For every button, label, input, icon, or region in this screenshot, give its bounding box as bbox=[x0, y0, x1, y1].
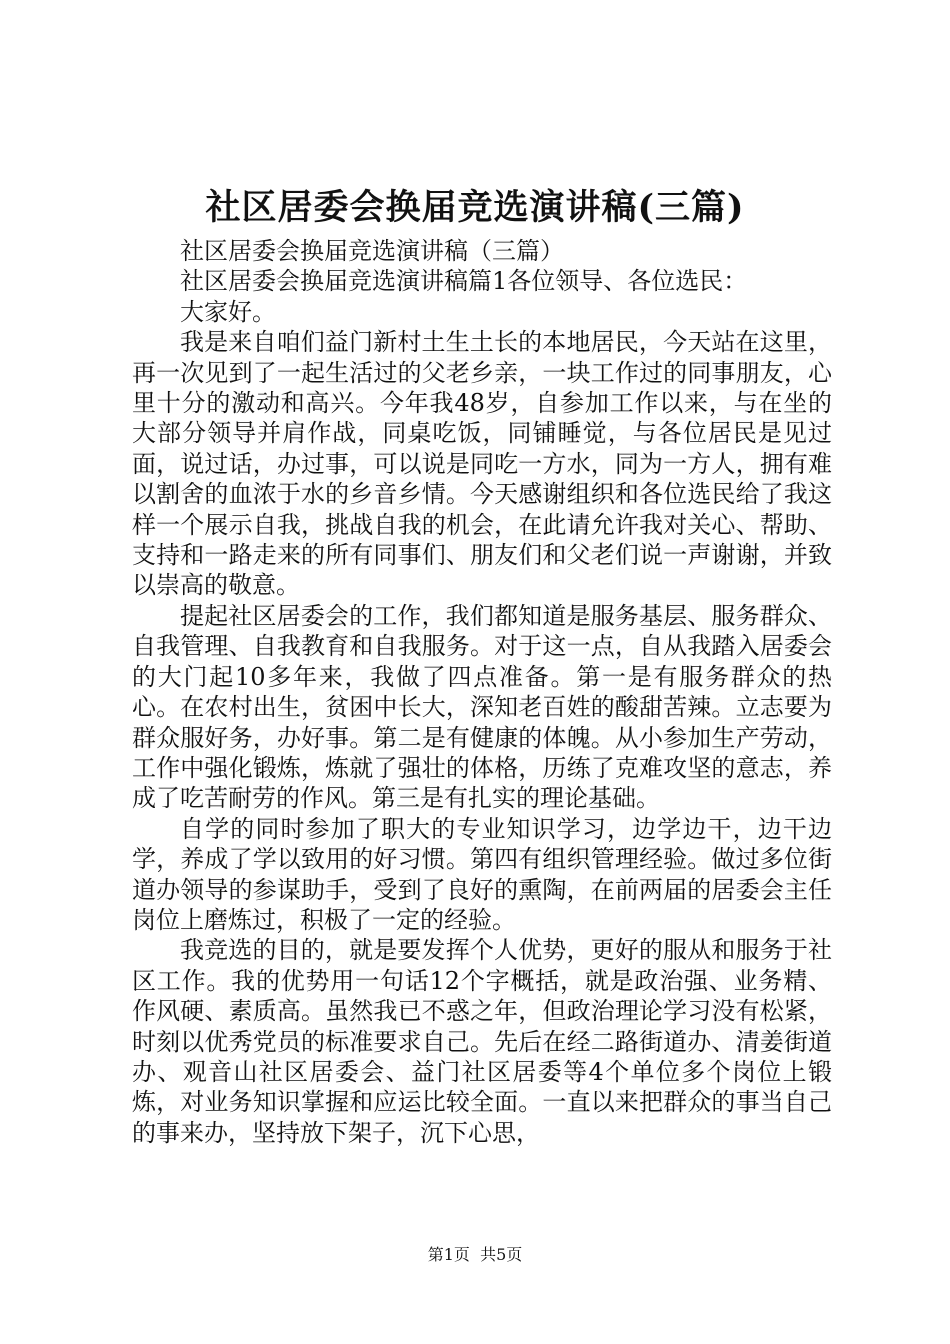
document-title: 社区居委会换届竞选演讲稿(三篇) bbox=[205, 187, 745, 228]
page-total: 共5页 bbox=[480, 1245, 523, 1264]
page-footer bbox=[0, 1243, 950, 1267]
paragraph-greeting: 大家好。 bbox=[180, 297, 276, 326]
document-body bbox=[132, 236, 832, 1148]
paragraph-goals: 我竞选的目的，就是要发挥个人优势，更好的服从和服务于社区工作。我的优势用一句话12个字概括，就是政治强、业务精、作风硬、素质高。虽然我已不惑之年，但政治理论学习没有松紧，时刻以优秀党员的标准要求自己。先后在经二路街道办、清姜街道办、观音山社区居委会、益门社区居委等4个单位多个岗位上锻炼，对业务知识掌握和应运比较全面。一直以来把群众的事当自己的事来办，坚持放下架子，沉下心思， bbox=[132, 936, 832, 1147]
paragraph-learning: 自学的同时参加了职大的专业知识学习，边学边干，边干边学，养成了学以致用的好习惯。第四有组织管理经验。做过多位街道办领导的参谋助手，受到了良好的熏陶，在前两届的居委会主任岗位上磨炼过，积极了一定的经验。 bbox=[132, 814, 832, 934]
paragraph-subtitle: 社区居委会换届竞选演讲稿（三篇） bbox=[180, 237, 564, 265]
page-number: 第1页 bbox=[427, 1245, 470, 1264]
paragraph-salutation: 社区居委会换届竞选演讲稿篇1各位领导、各位选民： bbox=[180, 267, 748, 296]
paragraph-introduction: 我是来自咱们益门新村土生土长的本地居民，今天站在这里，再一次见到了一起生活过的父老乡亲，一块工作过的同事朋友，心里十分的激动和高兴。今年我48岁，自参加工作以来，与在坐的大部分领导并肩作战，同桌吃饭，同铺睡觉，与各位居民是见过面，说过话，办过事，可以说是同吃一方水，同为一方人，拥有难以割舍的血浓于水的乡音乡情。今天感谢组织和各位选民给了我这样一个展示自我，挑战自我的机会，在此请允许我对关心、帮助、支持和一路走来的所有同事们、朋友们和父老们说一声谢谢，并致以崇高的敬意。 bbox=[132, 328, 832, 600]
paragraph-preparation: 提起社区居委会的工作，我们都知道是服务基层、服务群众、自我管理、自我教育和自我服务。对于这一点，自从我踏入居委会的大门起10多年来，我做了四点准备。第一是有服务群众的热心。在农村出生，贫困中长大，深知老百姓的酸甜苦辣。立志要为群众服好务，办好事。第二是有健康的体魄。从小参加生产劳动，工作中强化锻炼，炼就了强壮的体格，历练了克难攻坚的意志，养成了吃苦耐劳的作风。第三是有扎实的理论基础。 bbox=[132, 601, 832, 813]
